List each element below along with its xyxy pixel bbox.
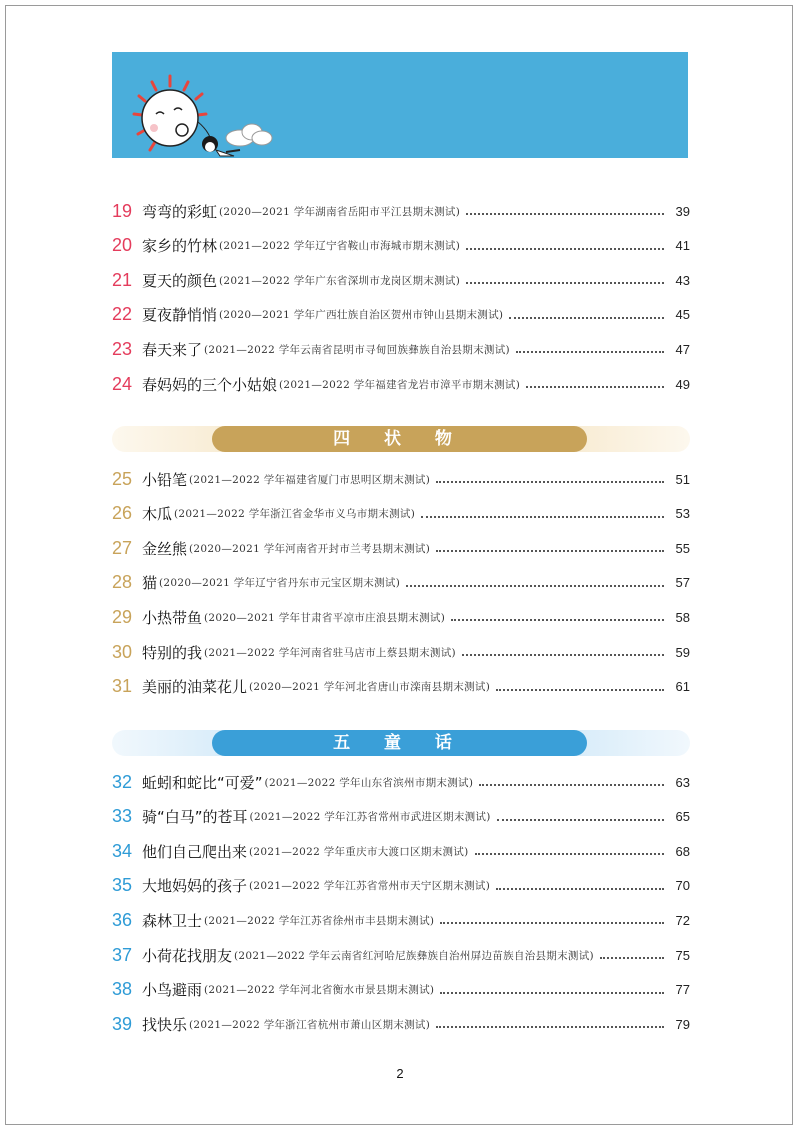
entry-title: 森林卫士 [142,911,203,930]
entry-title: 骑“白马”的苍耳 [142,808,248,827]
entry-source: (2021—2022 学年云南省红河哈尼族彝族自治州屏边苗族自治县期末测试) [234,949,594,962]
toc-entry[interactable] [112,499,690,529]
entry-page: 55 [675,540,690,556]
leader-dots [436,1026,664,1028]
entry-source: (2021—2022 学年福建省厦门市思明区期末测试) [189,473,431,486]
entry-source: (2021—2022 学年云南省昆明市寻甸回族彝族自治县期末测试) [204,343,510,356]
entry-title: 小荷花找朋友 [142,946,233,965]
toc-entry[interactable] [112,975,690,1005]
sun-and-child-on-cloud-illustration [112,52,688,158]
entry-number: 28 [112,572,133,593]
leader-dots [516,351,664,353]
entry-number: 36 [112,909,133,930]
leader-dots [421,516,664,518]
entry-page: 65 [675,809,690,825]
entry-source: (2021—2022 学年河北省衡水市景县期末测试) [204,984,435,997]
entry-source: (2021—2022 学年浙江省杭州市萧山区期末测试) [189,1018,431,1031]
entry-page: 68 [675,843,690,859]
entry-number: 34 [112,840,133,861]
entry-title: 家乡的竹林 [142,237,218,256]
toc-entry[interactable] [112,672,690,702]
entry-title: 找快乐 [142,1015,188,1034]
entry-source: (2021—2022 学年福建省龙岩市漳平市期末测试) [279,378,521,391]
toc-entry[interactable] [112,940,690,970]
entry-page: 77 [675,982,690,998]
leader-dots [466,248,664,250]
toc-entry[interactable] [112,1009,690,1039]
toc-entry[interactable] [112,300,690,330]
entry-title: 大地妈妈的孩子 [142,877,248,896]
entry-page: 53 [675,506,690,522]
entry-title: 小热带鱼 [142,608,203,627]
leader-dots [475,853,665,855]
entry-page: 70 [675,878,690,894]
entry-number: 35 [112,875,133,896]
entry-source: (2021—2022 学年广东省深圳市龙岗区期末测试) [219,274,461,287]
leader-dots [436,481,664,483]
entry-page: 47 [675,341,690,357]
toc-entry[interactable] [112,533,690,563]
entry-page: 51 [675,471,690,487]
toc-entry[interactable] [112,568,690,598]
entry-number: 32 [112,771,133,792]
entry-number: 31 [112,676,133,697]
entry-page: 45 [675,307,690,323]
entry-number: 27 [112,537,133,558]
toc-entry[interactable] [112,767,690,797]
page-number: 2 [396,1066,404,1081]
header-banner [112,52,688,158]
entry-source: (2021—2022 学年辽宁省鞍山市海城市期末测试) [219,240,461,253]
entry-page: 72 [675,912,690,928]
toc-entry[interactable] [112,871,690,901]
entry-number: 33 [112,806,133,827]
entry-number: 25 [112,468,133,489]
entry-number: 38 [112,979,133,1000]
toc-entry[interactable] [112,637,690,667]
leader-dots [496,888,664,890]
entry-source: (2020—2021 学年辽宁省丹东市元宝区期末测试) [159,577,401,590]
entry-number: 19 [112,200,133,221]
leader-dots [436,550,664,552]
leader-dots [600,957,664,959]
entry-title: 弯弯的彩虹 [142,202,218,221]
entry-title: 夏夜静悄悄 [142,306,218,325]
entry-title: 他们自己爬出来 [142,842,248,861]
entry-source: (2021—2022 学年江苏省徐州市丰县期末测试) [204,914,435,927]
leader-dots [440,922,664,924]
entry-title: 猫 [142,574,158,593]
toc-entry[interactable] [112,265,690,295]
entry-title: 春天来了 [142,340,203,359]
leader-dots [406,585,664,587]
section-header-zhuangwu [112,424,690,454]
toc-entry[interactable] [112,231,690,261]
entry-page: 59 [675,644,690,660]
entry-number: 39 [112,1013,133,1034]
entry-page: 43 [675,272,690,288]
entry-source: (2021—2022 学年江苏省常州市武进区期末测试) [249,811,491,824]
entry-page: 63 [675,774,690,790]
leader-dots [440,992,664,994]
entry-page: 57 [675,575,690,591]
entry-number: 20 [112,235,133,256]
leader-dots [496,689,664,691]
entry-page: 61 [675,679,690,695]
entry-page: 41 [675,238,690,254]
toc-entry[interactable] [112,836,690,866]
entry-source: (2020—2021 学年河北省唐山市滦南县期末测试) [249,681,491,694]
entry-number: 30 [112,641,133,662]
entry-title: 夏天的颜色 [142,271,218,290]
entry-page: 39 [675,203,690,219]
entry-source: (2020—2021 学年广西壮族自治区贺州市钟山县期末测试) [219,309,504,322]
entry-number: 23 [112,338,133,359]
entry-number: 37 [112,944,133,965]
leader-dots [479,784,664,786]
entry-title: 小鸟避雨 [142,981,203,1000]
entry-number: 29 [112,606,133,627]
leader-dots [466,213,664,215]
leader-dots [466,282,664,284]
entry-source: (2020—2021 学年河南省开封市兰考县期末测试) [189,542,431,555]
toc-entry[interactable] [112,369,690,399]
entry-title: 木瓜 [142,505,173,524]
entry-title: 春妈妈的三个小姑娘 [142,375,278,394]
entry-title: 小铅笔 [142,470,188,489]
entry-title: 蚯蚓和蛇比“可爱” [142,773,263,792]
entry-number: 22 [112,304,133,325]
entry-number: 26 [112,503,133,524]
toc-entry[interactable] [112,196,690,226]
leader-dots [451,619,664,621]
entry-source: (2021—2022 学年浙江省金华市义乌市期末测试) [174,508,416,521]
toc-entry[interactable] [112,464,690,494]
entry-source: (2021—2022 学年江苏省常州市天宁区期末测试) [249,880,491,893]
entry-source: (2021—2022 学年山东省滨州市期末测试) [264,776,474,789]
entry-number: 24 [112,373,133,394]
entry-page: 79 [675,1016,690,1032]
section-title: 四 状 物 [212,426,587,452]
entry-source: (2020—2021 学年甘肃省平凉市庄浪县期末测试) [204,611,446,624]
entry-page: 58 [675,609,690,625]
leader-dots [509,317,664,319]
leader-dots [462,654,664,656]
toc-entry[interactable] [112,602,690,632]
toc-entry[interactable] [112,905,690,935]
section-title: 五 童 话 [212,730,587,756]
entry-title: 美丽的油菜花儿 [142,678,248,697]
leader-dots [497,819,664,821]
entry-title: 特别的我 [142,643,203,662]
entry-source: (2021—2022 学年河南省驻马店市上蔡县期末测试) [204,646,456,659]
toc-entry[interactable] [112,334,690,364]
entry-page: 75 [675,947,690,963]
entry-number: 21 [112,269,133,290]
entry-source: (2020—2021 学年湖南省岳阳市平江县期末测试) [219,205,461,218]
toc-entry[interactable] [112,802,690,832]
entry-title: 金丝熊 [142,539,188,558]
leader-dots [526,386,664,388]
entry-source: (2021—2022 学年重庆市大渡口区期末测试) [249,845,469,858]
entry-page: 49 [675,376,690,392]
section-header-tonghua [112,728,690,758]
